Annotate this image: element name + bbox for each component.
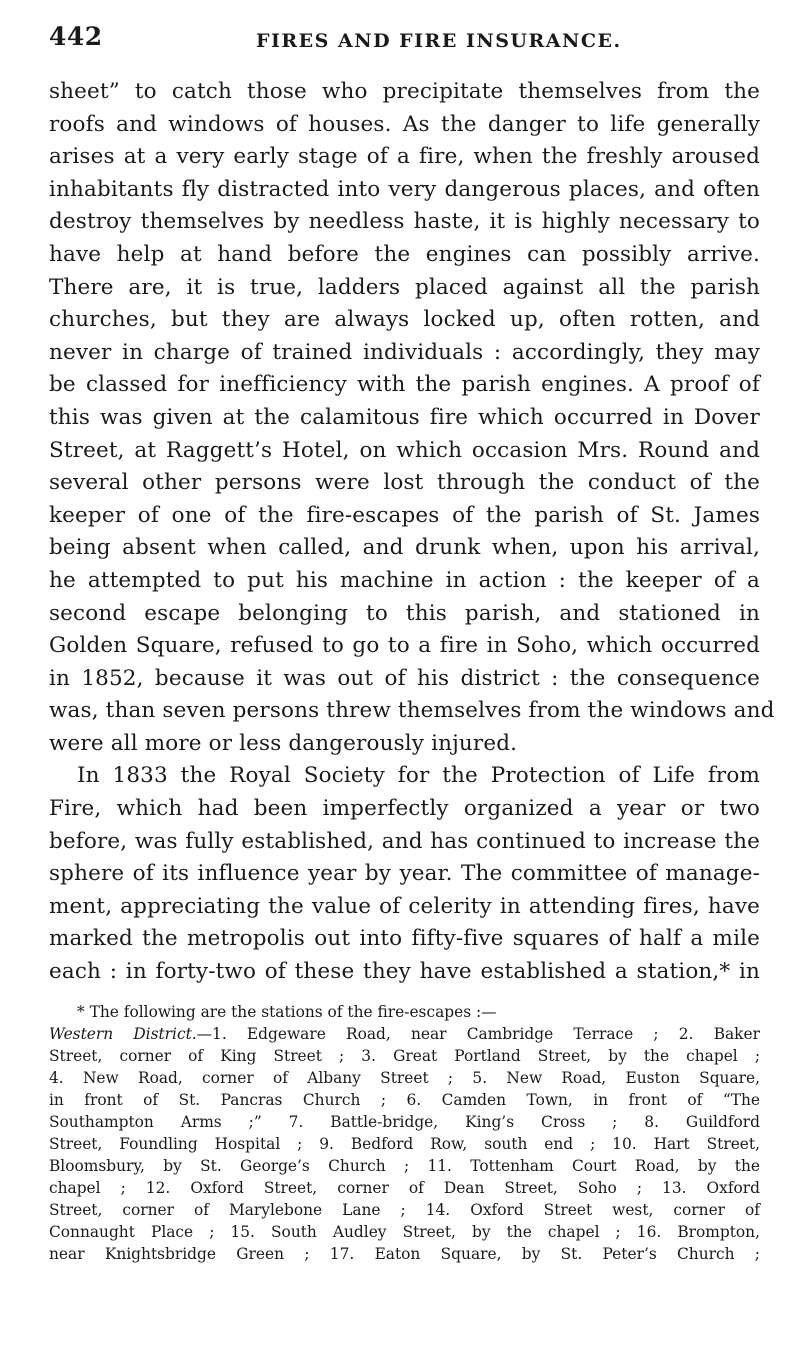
text-line: roofs and windows of houses. As the danger to life generally	[49, 111, 760, 137]
text-line: marked the metropolis out into fifty-five squares of half a mile	[49, 926, 760, 952]
footnote-intro: * The following are the stations of the fire-escapes :—	[77, 1002, 497, 1021]
text-line: Golden Square, refused to go to a fire in Soho, which occurred	[49, 633, 760, 659]
text-line: Street, at Raggett’s Hotel, on which occasion Mrs. Round and	[49, 437, 760, 463]
text-line: keeper of one of the fire-escapes of the parish of St. James	[49, 502, 760, 528]
text-line: Fire, which had been imperfectly organized a year or two	[49, 796, 760, 822]
text-line: churches, but they are always locked up, often rotten, and	[49, 307, 760, 333]
text-line: ment, appreciating the value of celerity in attending fires, have	[49, 893, 760, 919]
footnote	[49, 1001, 760, 1265]
text-line: arises at a very early stage of a fire, when the freshly aroused	[49, 144, 760, 170]
page-number: 442	[49, 22, 103, 51]
footnote-line-text: —1. Edgeware Road, near Cambridge Terrace ; 2. Baker	[196, 1024, 760, 1043]
footnote-line: Connaught Place ; 15. South Audley Street, by the chapel ; 16. Brompton,	[49, 1222, 760, 1241]
text-line: each : in forty-two of these they have established a station,* in	[49, 959, 760, 985]
text-line: destroy themselves by needless haste, it is highly necessary to	[49, 209, 760, 235]
text-line: several other persons were lost through the conduct of the	[49, 470, 760, 496]
running-head	[49, 22, 760, 62]
text-line: have help at hand before the engines can possibly arrive.	[49, 241, 760, 267]
text-line: sphere of its influence year by year. The committee of manage-	[49, 861, 760, 887]
footnote-line: Street, corner of King Street ; 3. Great Portland Street, by the chapel ;	[49, 1046, 760, 1065]
text-line: sheet” to catch those who precipitate themselves from the	[49, 79, 760, 104]
text-line: he attempted to put his machine in action : the keeper of a	[49, 567, 760, 593]
footnote-line	[49, 1023, 760, 1045]
footnote-line: Street, Foundling Hospital ; 9. Bedford Row, south end ; 10. Hart Street,	[49, 1134, 760, 1153]
main-text	[49, 76, 775, 989]
text-line: second escape belonging to this parish, and stationed in	[49, 600, 760, 626]
footnote-line: chapel ; 12. Oxford Street, corner of Dean Street, Soho ; 13. Oxford	[49, 1178, 760, 1197]
footnote-line: 4. New Road, corner of Albany Street ; 5. New Road, Euston Square,	[49, 1068, 760, 1087]
footnote-line: Southampton Arms ;” 7. Battle-bridge, King’s Cross ; 8. Guildford	[49, 1112, 760, 1131]
text-line: this was given at the calamitous fire which occurred in Dover	[49, 404, 760, 430]
district-label: Western District.	[49, 1024, 197, 1043]
text-line: There are, it is true, ladders placed against all the parish	[49, 274, 760, 300]
text-line: never in charge of trained individuals : accordingly, they may	[49, 339, 760, 365]
text-line: was, than seven persons threw themselves from the windows and	[49, 698, 775, 724]
text-line: In 1833 the Royal Society for the Protection of Life from	[77, 763, 760, 789]
text-line: before, was fully established, and has continued to increase the	[49, 828, 760, 854]
footnote-line: near Knightsbridge Green ; 17. Eaton Square, by St. Peter’s Church ;	[49, 1244, 760, 1263]
text-line: being absent when called, and drunk when, upon his arrival,	[49, 535, 760, 561]
text-line: were all more or less dangerously injured.	[49, 730, 518, 756]
footnote-line: in front of St. Pancras Church ; 6. Camden Town, in front of “The	[49, 1090, 760, 1109]
text-line: inhabitants fly distracted into very dangerous places, and often	[49, 176, 760, 202]
footnote-line: Street, corner of Marylebone Lane ; 14. Oxford Street west, corner of	[49, 1200, 760, 1219]
text-line: be classed for inefficiency with the parish engines. A proof of	[49, 372, 760, 398]
running-title: FIRES AND FIRE INSURANCE.	[256, 30, 622, 52]
text-line: in 1852, because it was out of his district : the consequence	[49, 665, 760, 691]
footnote-line: Bloomsbury, by St. George’s Church ; 11. Tottenham Court Road, by the	[49, 1156, 760, 1175]
